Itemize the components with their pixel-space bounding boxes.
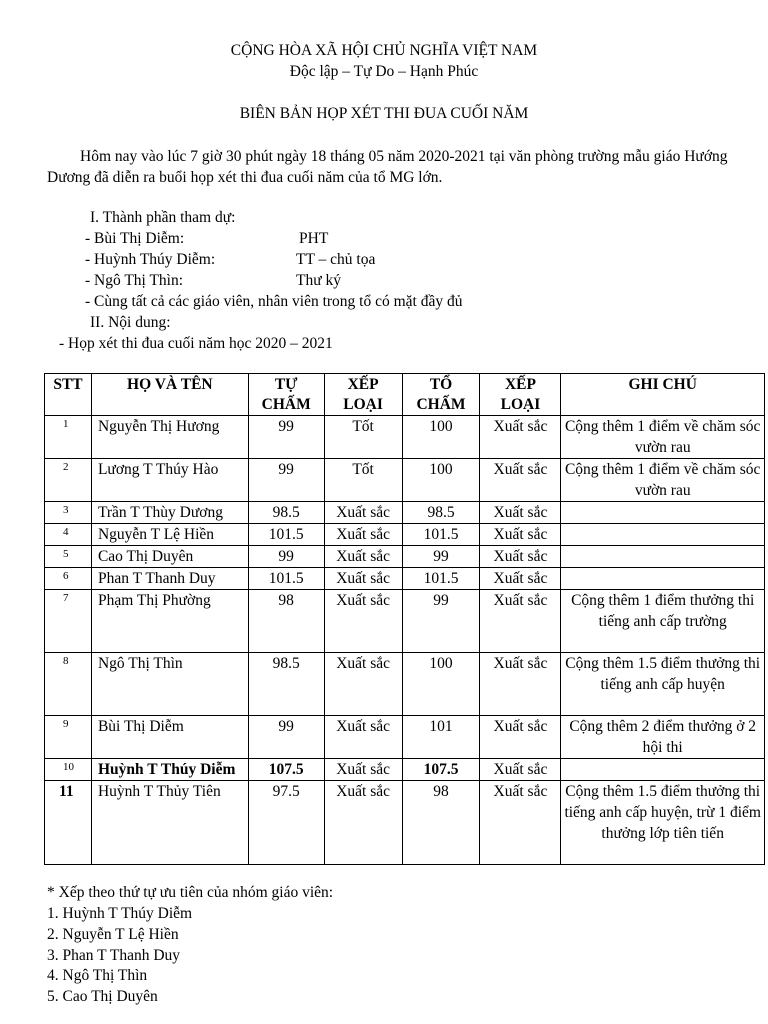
member-name: - Bùi Thị Diễm: — [85, 230, 185, 247]
table-row — [45, 568, 765, 590]
member-name: - Huỳnh Thúy Diễm: — [85, 251, 216, 268]
cell-final-rank: Xuất sắc — [480, 459, 561, 502]
member-role: PHT — [299, 230, 329, 247]
cell-stt: 5 — [45, 546, 92, 568]
header-final-rank: XẾP LOẠI — [480, 374, 561, 416]
cell-note: Cộng thêm 2 điểm thưởng ở 2 hội thi — [561, 716, 765, 759]
member-role: Thư ký — [296, 272, 341, 289]
cell-final-rank: Xuất sắc — [480, 416, 561, 459]
member-name: - Ngô Thị Thìn: — [85, 272, 184, 289]
header-group-score: TỔ CHẤM — [402, 374, 480, 416]
cell-self-rank: Tốt — [324, 416, 402, 459]
cell-final-rank: Xuất sắc — [480, 524, 561, 546]
cell-self-rank: Xuất sắc — [324, 546, 402, 568]
cell-stt: 9 — [45, 716, 92, 759]
cell-self-rank: Xuất sắc — [324, 716, 402, 759]
document-title: BIÊN BẢN HỌP XÉT THI ĐUA CUỐI NĂM — [239, 105, 529, 122]
cell-name: Bùi Thị Diễm — [91, 716, 248, 759]
header-stt: STT — [45, 374, 92, 416]
cell-group-score: 98.5 — [402, 502, 480, 524]
cell-note — [561, 546, 765, 568]
cell-final-rank: Xuất sắc — [480, 502, 561, 524]
cell-stt: 11 — [45, 781, 92, 865]
cell-name: Phan T Thanh Duy — [91, 568, 248, 590]
table-row — [45, 524, 765, 546]
cell-name: Lương T Thúy Hào — [91, 459, 248, 502]
table-row — [45, 502, 765, 524]
cell-name: Cao Thị Duyên — [91, 546, 248, 568]
cell-name: Ngô Thị Thìn — [91, 653, 248, 716]
intro-paragraph: Hôm nay vào lúc 7 giờ 30 phút ngày 18 tháng 05 năm 2020-2021 tại văn phòng trường mẫu giáo Hướng Dương đã diễn ra buổi họp xét thi đua cuối năm của tổ MG lớn. — [47, 148, 728, 186]
cell-note — [561, 759, 765, 781]
table-row — [45, 716, 765, 759]
header-self-score: TỰ CHẤM — [248, 374, 324, 416]
ranking-heading: * Xếp theo thứ tự ưu tiên của nhóm giáo viên: — [47, 884, 334, 901]
cell-self-score: 97.5 — [248, 781, 324, 865]
header-self-rank: XẾP LOẠI — [324, 374, 402, 416]
cell-final-rank: Xuất sắc — [480, 759, 561, 781]
list-item: 2. Nguyễn T Lệ Hiền — [47, 926, 179, 943]
cell-final-rank: Xuất sắc — [480, 716, 561, 759]
section1-heading: I. Thành phần tham dự: — [90, 209, 236, 226]
cell-self-score: 99 — [248, 416, 324, 459]
member-role: TT – chủ tọa — [296, 251, 376, 268]
list-item: 1. Huỳnh T Thúy Diễm — [47, 905, 193, 922]
table-row — [45, 546, 765, 568]
cell-self-score: 98.5 — [248, 502, 324, 524]
section2-heading: II. Nội dung: — [90, 314, 171, 331]
cell-self-score: 101.5 — [248, 568, 324, 590]
cell-name: Huỳnh T Thủy Tiên — [91, 781, 248, 865]
cell-self-rank: Xuất sắc — [324, 568, 402, 590]
cell-note — [561, 524, 765, 546]
cell-stt: 4 — [45, 524, 92, 546]
table-row — [45, 590, 765, 653]
cell-self-score: 99 — [248, 459, 324, 502]
cell-self-score: 101.5 — [248, 524, 324, 546]
cell-name: Trần T Thùy Dương — [91, 502, 248, 524]
evaluation-table — [44, 373, 765, 865]
cell-self-rank: Xuất sắc — [324, 653, 402, 716]
section2-item: - Họp xét thi đua cuối năm học 2020 – 2021 — [59, 335, 333, 352]
cell-name: Nguyễn T Lệ Hiền — [91, 524, 248, 546]
table-row — [45, 416, 765, 459]
cell-note: Cộng thêm 1 điểm thưởng thi tiếng anh cấp trường — [561, 590, 765, 653]
header-note: GHI CHÚ — [561, 374, 765, 416]
cell-group-score: 99 — [402, 546, 480, 568]
cell-final-rank: Xuất sắc — [480, 568, 561, 590]
cell-stt: 1 — [45, 416, 92, 459]
cell-group-score: 100 — [402, 416, 480, 459]
cell-self-rank: Xuất sắc — [324, 781, 402, 865]
cell-note: Cộng thêm 1 điểm về chăm sóc vườn rau — [561, 459, 765, 502]
cell-self-rank: Xuất sắc — [324, 590, 402, 653]
cell-name: Huỳnh T Thúy Diễm — [91, 759, 248, 781]
cell-final-rank: Xuất sắc — [480, 781, 561, 865]
list-item: 4. Ngô Thị Thìn — [47, 967, 148, 984]
cell-stt: 6 — [45, 568, 92, 590]
cell-note — [561, 568, 765, 590]
cell-self-rank: Tốt — [324, 459, 402, 502]
attendance-note: - Cùng tất cả các giáo viên, nhân viên trong tổ có mặt đầy đủ — [85, 293, 463, 310]
cell-stt: 7 — [45, 590, 92, 653]
cell-self-rank: Xuất sắc — [324, 502, 402, 524]
header-name: HỌ VÀ TÊN — [91, 374, 248, 416]
cell-group-score: 101.5 — [402, 524, 480, 546]
cell-name: Nguyễn Thị Hương — [91, 416, 248, 459]
table-row — [45, 759, 765, 781]
cell-self-score: 107.5 — [248, 759, 324, 781]
cell-group-score: 100 — [402, 653, 480, 716]
cell-stt: 3 — [45, 502, 92, 524]
table-header-row — [45, 374, 765, 416]
cell-name: Phạm Thị Phường — [91, 590, 248, 653]
cell-group-score: 100 — [402, 459, 480, 502]
cell-self-score: 98 — [248, 590, 324, 653]
cell-note: Cộng thêm 1 điểm về chăm sóc vườn rau — [561, 416, 765, 459]
cell-self-rank: Xuất sắc — [324, 759, 402, 781]
cell-final-rank: Xuất sắc — [480, 653, 561, 716]
list-item: 5. Cao Thị Duyên — [47, 988, 158, 1005]
cell-note — [561, 502, 765, 524]
cell-final-rank: Xuất sắc — [480, 590, 561, 653]
motto: Độc lập – Tự Do – Hạnh Phúc — [289, 63, 479, 80]
cell-stt: 8 — [45, 653, 92, 716]
cell-group-score: 98 — [402, 781, 480, 865]
cell-note: Cộng thêm 1.5 điểm thưởng thi tiếng anh cấp huyện — [561, 653, 765, 716]
cell-self-score: 99 — [248, 716, 324, 759]
cell-self-rank: Xuất sắc — [324, 524, 402, 546]
table-row — [45, 653, 765, 716]
cell-group-score: 99 — [402, 590, 480, 653]
cell-group-score: 107.5 — [402, 759, 480, 781]
cell-stt: 2 — [45, 459, 92, 502]
cell-note: Cộng thêm 1.5 điểm thưởng thi tiếng anh cấp huyện, trừ 1 điểm thưởng lớp tiên tiến — [561, 781, 765, 865]
cell-group-score: 101.5 — [402, 568, 480, 590]
cell-self-score: 98.5 — [248, 653, 324, 716]
country-header: CỘNG HÒA XÃ HỘI CHỦ NGHĨA VIỆT NAM — [230, 42, 538, 59]
cell-group-score: 101 — [402, 716, 480, 759]
table-row — [45, 781, 765, 865]
list-item: 3. Phan T Thanh Duy — [47, 947, 181, 964]
table-row — [45, 459, 765, 502]
cell-final-rank: Xuất sắc — [480, 546, 561, 568]
cell-stt: 10 — [45, 759, 92, 781]
cell-self-score: 99 — [248, 546, 324, 568]
